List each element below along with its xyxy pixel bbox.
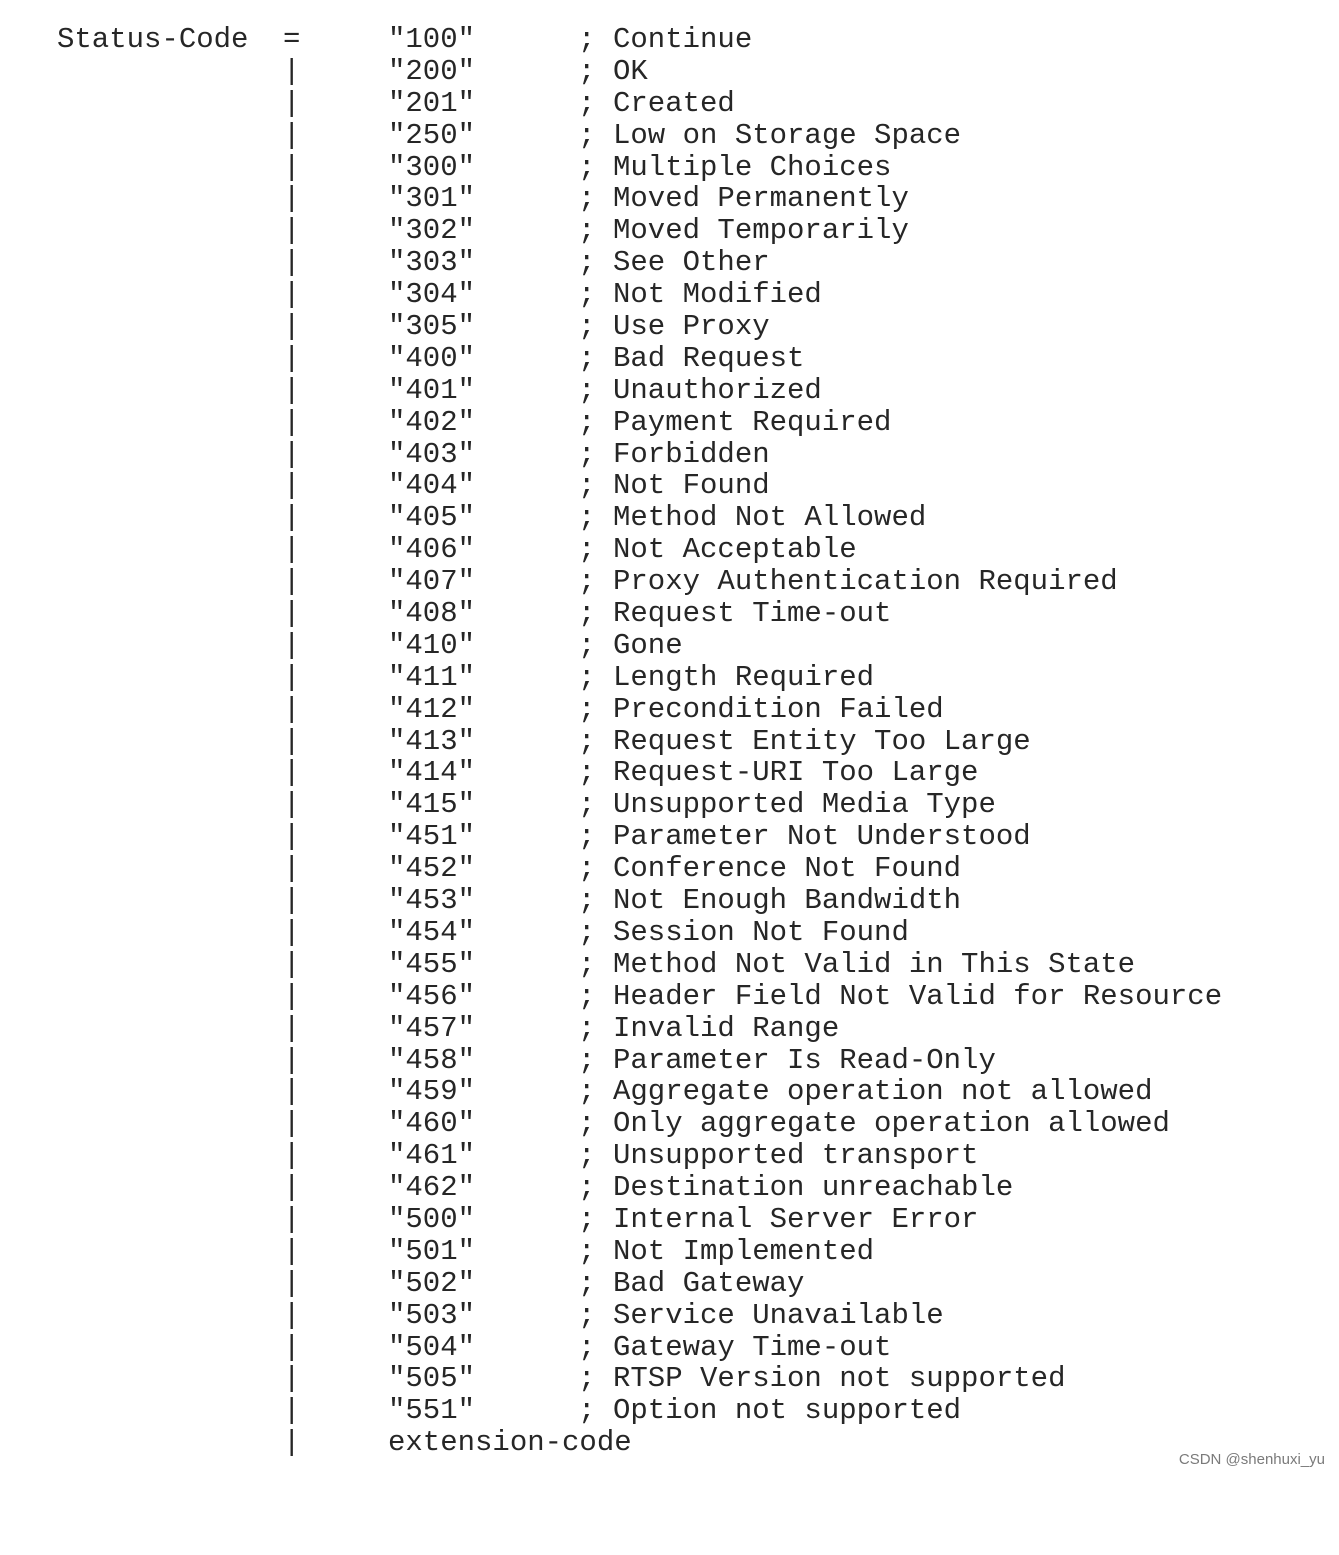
comment-marker: ; [578,150,596,184]
alternative-bar: | [283,947,301,981]
alternative-bar: | [283,1298,301,1332]
grammar-row [0,215,1339,247]
grammar-row [0,1332,1339,1364]
alternative-bar: | [283,1394,301,1428]
alternative-bar: | [283,182,301,216]
status-code-value: "413" [388,724,476,758]
alternative-bar: | [283,692,301,726]
grammar-row [0,757,1339,789]
status-description: Multiple Choices [613,150,892,184]
status-description: Parameter Not Understood [613,820,1031,854]
status-description: Forbidden [613,437,770,471]
comment-marker: ; [578,788,596,822]
alternative-bar: | [283,533,301,567]
status-description: Unsupported transport [613,1139,979,1173]
status-description: Not Modified [613,278,822,312]
alternative-bar: | [283,597,301,631]
alternative-bar: | [283,246,301,280]
comment-marker: ; [578,884,596,918]
grammar-row [0,1236,1339,1268]
status-description: Header Field Not Valid for Resource [613,979,1223,1013]
comment-marker: ; [578,1362,596,1396]
alternative-bar: | [283,979,301,1013]
comment-marker: ; [578,1075,596,1109]
comment-marker: ; [578,118,596,152]
alternative-bar: | [283,820,301,854]
alternative-bar: | [283,1139,301,1173]
comment-marker: ; [578,692,596,726]
comment-marker: ; [578,628,596,662]
grammar-row [0,1204,1339,1236]
status-code-value: "500" [388,1202,476,1236]
comment-marker: ; [578,979,596,1013]
comment-marker: ; [578,310,596,344]
status-description: Payment Required [613,405,892,439]
status-description: Continue [613,23,753,56]
grammar-row [0,183,1339,215]
alternative-bar: | [283,1362,301,1396]
status-description: Request-URI Too Large [613,756,979,790]
status-code-value: "461" [388,1139,476,1173]
grammar-row [0,343,1339,375]
status-description: Gone [613,628,683,662]
status-code-value: "402" [388,405,476,439]
status-description: Low on Storage Space [613,118,962,152]
comment-marker: ; [578,405,596,439]
extension-code: extension-code [388,1426,632,1460]
status-code-value: "452" [388,852,476,886]
comment-marker: ; [578,373,596,407]
alternative-bar: | [283,1202,301,1236]
status-code-value: "405" [388,501,476,535]
alternative-bar: | [283,1107,301,1141]
status-code-value: "200" [388,54,476,88]
status-code-value: "415" [388,788,476,822]
status-description: Conference Not Found [613,852,962,886]
comment-marker: ; [578,341,596,375]
grammar-extension-row [0,1427,1339,1459]
comment-marker: ; [578,246,596,280]
comment-marker: ; [578,947,596,981]
status-description: Destination unreachable [613,1171,1014,1205]
status-description: Gateway Time-out [613,1330,892,1364]
comment-marker: ; [578,54,596,88]
comment-marker: ; [578,597,596,631]
comment-marker: ; [578,1011,596,1045]
comment-marker: ; [578,660,596,694]
status-code-value: "300" [388,150,476,184]
status-description: RTSP Version not supported [613,1362,1066,1396]
comment-marker: ; [578,1394,596,1428]
grammar-row [0,630,1339,662]
grammar-row [0,311,1339,343]
alternative-bar: | [283,1043,301,1077]
alternative-bar: | [283,884,301,918]
status-description: Not Found [613,469,770,503]
status-description: Only aggregate operation allowed [613,1107,1170,1141]
grammar-row [0,789,1339,821]
comment-marker: ; [578,565,596,599]
alternative-bar: | [283,724,301,758]
status-description: Method Not Valid in This State [613,947,1136,981]
comment-marker: ; [578,278,596,312]
status-code-value: "457" [388,1011,476,1045]
status-description: Bad Gateway [613,1266,805,1300]
status-code-value: "410" [388,628,476,662]
status-code-value: "201" [388,86,476,120]
grammar-row [0,56,1339,88]
alternative-bar: | [283,1234,301,1268]
grammar-row [0,1268,1339,1300]
grammar-row [0,917,1339,949]
grammar-row [0,439,1339,471]
status-code-value: "412" [388,692,476,726]
alternative-bar: | [283,405,301,439]
grammar-row [0,247,1339,279]
alternative-bar: | [283,1011,301,1045]
alternative-bar: | [283,437,301,471]
grammar-first-row [0,24,1339,56]
status-description: Service Unavailable [613,1298,944,1332]
status-description: Method Not Allowed [613,501,927,535]
grammar-row [0,662,1339,694]
grammar-row [0,279,1339,311]
alternative-bar: | [283,1266,301,1300]
alternative-bar: | [283,788,301,822]
status-code-value: "502" [388,1266,476,1300]
alternative-bar: | [283,756,301,790]
alternative-rows [0,56,1339,1427]
grammar-row [0,407,1339,439]
status-code-value: "407" [388,565,476,599]
status-description: Created [613,86,735,120]
status-code-value: "454" [388,915,476,949]
comment-marker: ; [578,820,596,854]
status-code-value: "414" [388,756,476,790]
alternative-bar: | [283,278,301,312]
grammar-row [0,885,1339,917]
alternative-bar: | [283,118,301,152]
comment-marker: ; [578,437,596,471]
status-code-value: "458" [388,1043,476,1077]
grammar-row [0,120,1339,152]
status-code-value: "459" [388,1075,476,1109]
grammar-row [0,1172,1339,1204]
status-description: Bad Request [613,341,805,375]
status-description: Moved Temporarily [613,214,909,248]
grammar-row [0,534,1339,566]
status-description: Parameter Is Read-Only [613,1043,996,1077]
status-code-value: "505" [388,1362,476,1396]
status-code-value: "100" [388,23,476,56]
watermark: CSDN @shenhuxi_yu [1178,1451,1325,1468]
status-code-value: "504" [388,1330,476,1364]
status-description: Not Enough Bandwidth [613,884,962,918]
alternative-bar: | [283,1330,301,1364]
alternative-bar: | [283,469,301,503]
status-description: Invalid Range [613,1011,840,1045]
grammar-row [0,566,1339,598]
grammar-row [0,1395,1339,1427]
alternative-bar: | [283,1426,301,1460]
grammar-row [0,1013,1339,1045]
status-code-value: "303" [388,246,476,280]
status-code-value: "401" [388,373,476,407]
grammar-row [0,726,1339,758]
grammar-row [0,949,1339,981]
grammar-row [0,598,1339,630]
comment-marker: ; [578,1171,596,1205]
comment-marker: ; [578,533,596,567]
comment-marker: ; [578,1139,596,1173]
status-code-value: "456" [388,979,476,1013]
grammar-row [0,853,1339,885]
status-code-value: "406" [388,533,476,567]
status-description: Request Time-out [613,597,892,631]
status-code-value: "302" [388,214,476,248]
status-code-value: "403" [388,437,476,471]
status-description: Unsupported Media Type [613,788,996,822]
grammar-row [0,1108,1339,1140]
grammar-row [0,470,1339,502]
alternative-bar: | [283,915,301,949]
status-code-value: "453" [388,884,476,918]
comment-marker: ; [578,469,596,503]
grammar-row [0,375,1339,407]
status-description: Precondition Failed [613,692,944,726]
status-description: Not Implemented [613,1234,875,1268]
comment-marker: ; [578,214,596,248]
comment-marker: ; [578,1234,596,1268]
grammar-row [0,88,1339,120]
definition-operator: = [283,23,301,56]
alternative-bar: | [283,501,301,535]
alternative-bar: | [283,660,301,694]
status-code-value: "301" [388,182,476,216]
status-description: Not Acceptable [613,533,857,567]
grammar-row [0,152,1339,184]
alternative-bar: | [283,628,301,662]
status-description: Moved Permanently [613,182,909,216]
status-description: See Other [613,246,770,280]
status-code-value: "462" [388,1171,476,1205]
comment-marker: ; [578,1043,596,1077]
grammar-row [0,694,1339,726]
alternative-bar: | [283,86,301,120]
status-code-value: "501" [388,1234,476,1268]
alternative-bar: | [283,310,301,344]
comment-marker: ; [578,724,596,758]
comment-marker: ; [578,1330,596,1364]
comment-marker: ; [578,1266,596,1300]
status-code-value: "400" [388,341,476,375]
comment-marker: ; [578,1202,596,1236]
status-description: Proxy Authentication Required [613,565,1118,599]
status-description: Unauthorized [613,373,822,407]
status-description: Use Proxy [613,310,770,344]
status-description: Aggregate operation not allowed [613,1075,1153,1109]
status-description: OK [613,54,648,88]
comment-marker: ; [578,182,596,216]
status-description: Option not supported [613,1394,962,1428]
comment-marker: ; [578,1298,596,1332]
grammar-row [0,1045,1339,1077]
status-code-value: "455" [388,947,476,981]
status-code-value: "305" [388,310,476,344]
alternative-bar: | [283,373,301,407]
comment-marker: ; [578,1107,596,1141]
comment-marker: ; [578,23,596,56]
status-code-grammar [0,24,1339,1459]
comment-marker: ; [578,756,596,790]
comment-marker: ; [578,915,596,949]
status-code-value: "551" [388,1394,476,1428]
alternative-bar: | [283,565,301,599]
grammar-row [0,502,1339,534]
alternative-bar: | [283,852,301,886]
status-description: Length Required [613,660,875,694]
status-description: Session Not Found [613,915,909,949]
status-code-value: "503" [388,1298,476,1332]
status-description: Request Entity Too Large [613,724,1031,758]
comment-marker: ; [578,852,596,886]
comment-marker: ; [578,501,596,535]
comment-marker: ; [578,86,596,120]
status-code-value: "460" [388,1107,476,1141]
status-code-value: "250" [388,118,476,152]
status-code-value: "411" [388,660,476,694]
grammar-row [0,1300,1339,1332]
grammar-row [0,981,1339,1013]
rule-name: Status-Code [57,23,249,56]
alternative-bar: | [283,1075,301,1109]
grammar-row [0,1140,1339,1172]
status-code-value: "451" [388,820,476,854]
grammar-row [0,1363,1339,1395]
status-description: Internal Server Error [613,1202,979,1236]
grammar-row [0,821,1339,853]
alternative-bar: | [283,150,301,184]
alternative-bar: | [283,341,301,375]
alternative-bar: | [283,214,301,248]
grammar-row [0,1076,1339,1108]
status-code-value: "404" [388,469,476,503]
alternative-bar: | [283,54,301,88]
status-code-value: "304" [388,278,476,312]
alternative-bar: | [283,1171,301,1205]
status-code-value: "408" [388,597,476,631]
